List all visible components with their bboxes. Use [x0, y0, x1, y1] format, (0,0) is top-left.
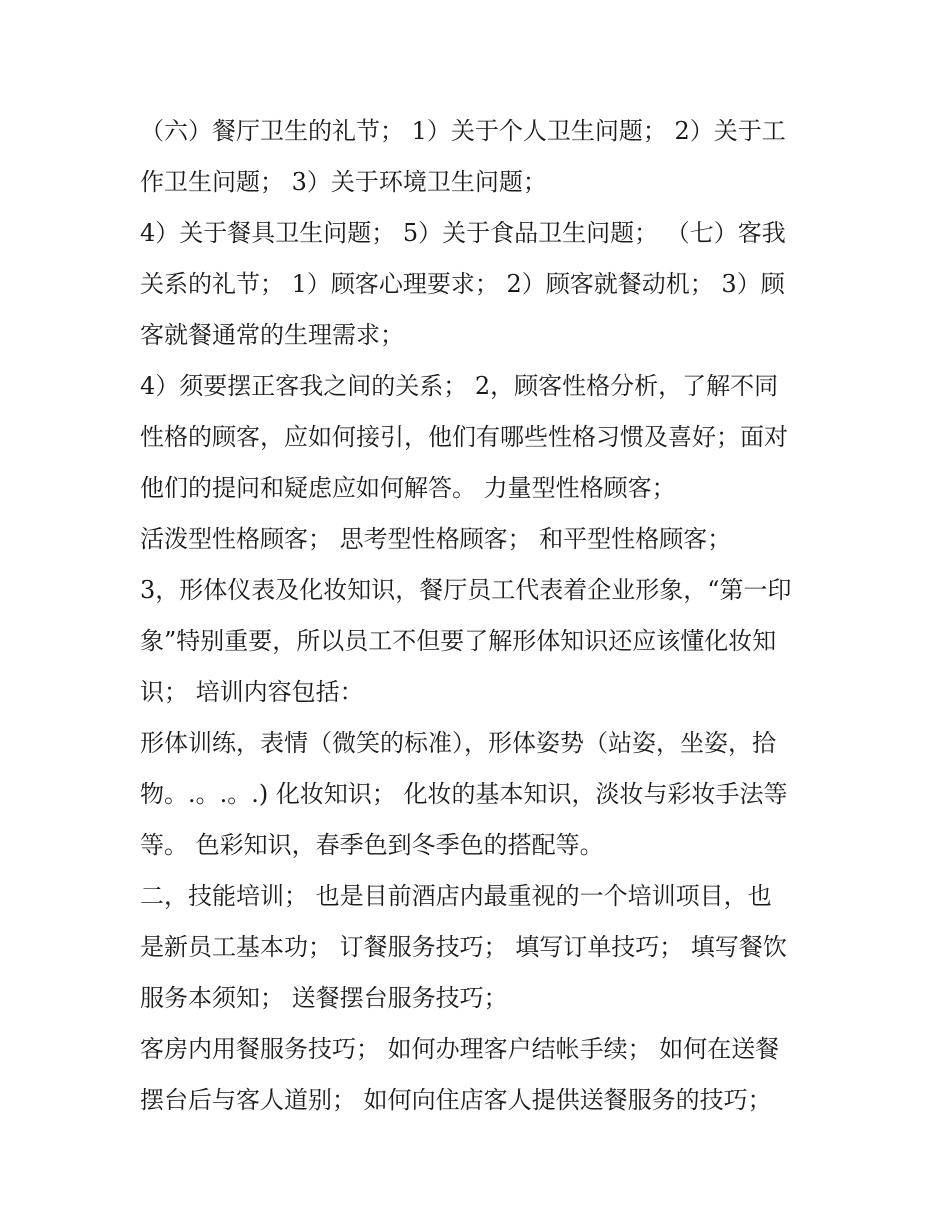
text-line: 活泼型性格顾客； 思考型性格顾客； 和平型性格顾客； [140, 525, 732, 553]
text-line: 客就餐通常的生理需求； [140, 321, 404, 349]
text-line: 是新员工基本功； 订餐服务技巧； 填写订单技巧； 填写餐饮 [140, 933, 787, 961]
text-line: 等。 色彩知识，春季色到冬季色的搭配等。 [140, 831, 604, 859]
text-line: 客房内用餐服务技巧； 如何办理客户结帐手续； 如何在送餐 [140, 1035, 780, 1063]
text-line: 形体训练，表情（微笑的标准），形体姿势（站姿，坐姿，拾 [140, 729, 776, 757]
text-line: 二，技能培训； 也是目前酒店内最重视的一个培训项目，也 [140, 882, 772, 910]
text-line: 象”特别重要，所以员工不但要了解形体知识还应该懂化妆知 [140, 627, 777, 655]
text-line: 物。.。.。.) 化妆知识； 化妆的基本知识，淡妆与彩妆手法等 [140, 780, 788, 808]
text-line: 作卫生问题； 3）关于环境卫生问题； [140, 168, 547, 196]
document-body [140, 106, 820, 1126]
text-line: （六）餐厅卫生的礼节； 1）关于个人卫生问题； 2）关于工 [140, 117, 786, 145]
text-line: 4）关于餐具卫生问题； 5）关于食品卫生问题； （七）客我 [140, 219, 786, 247]
text-line: 3，形体仪表及化妆知识，餐厅员工代表着企业形象，“第一印 [140, 576, 792, 604]
text-line: 4）须要摆正客我之间的关系； 2，顾客性格分析，了解不同 [140, 372, 779, 400]
text-line: 他们的提问和疑虑应如何解答。 力量型性格顾客； [140, 474, 676, 502]
text-line: 摆台后与客人道别； 如何向住店客人提供送餐服务的技巧； [140, 1086, 772, 1114]
text-line: 关系的礼节； 1）顾客心理要求； 2）顾客就餐动机； 3）顾 [140, 270, 785, 298]
text-line: 服务本须知； 送餐摆台服务技巧； [140, 984, 508, 1012]
text-line: 识； 培训内容包括： [140, 678, 364, 706]
text-line: 性格的顾客，应如何接引，他们有哪些性格习惯及喜好；面对 [140, 423, 788, 451]
